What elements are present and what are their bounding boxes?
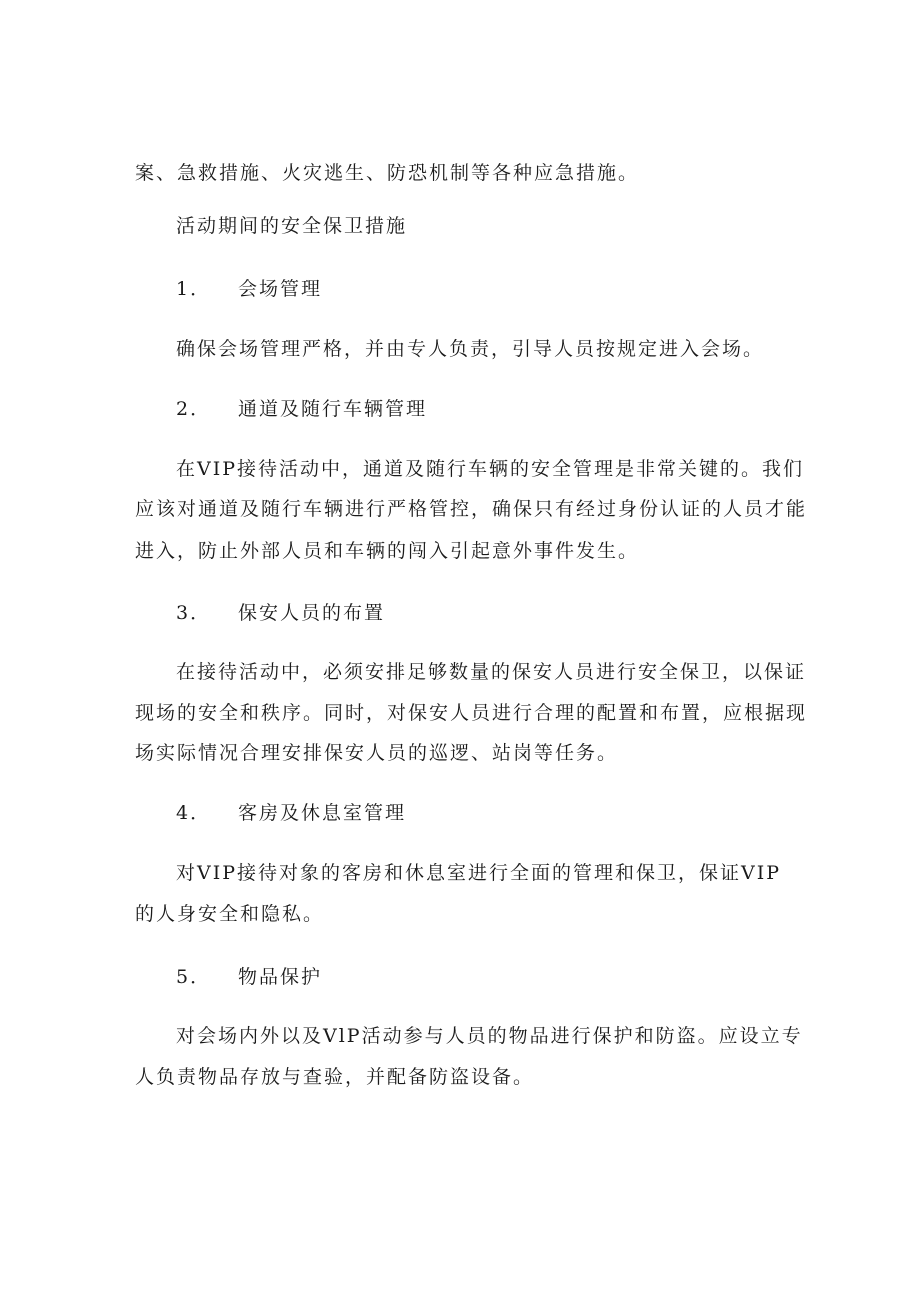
numbered-heading-1 bbox=[176, 276, 322, 302]
section-heading: 活动期间的安全保卫措施 bbox=[176, 215, 408, 237]
heading-title: 物品保护 bbox=[238, 966, 323, 988]
paragraph-line: 进入，防止外部人员和车辆的闯入引起意外事件发生。 bbox=[135, 540, 640, 562]
paragraph-line: 在VIP接待活动中，通道及随行车辆的安全管理是非常关键的。我们 bbox=[176, 458, 805, 480]
heading-number: 5． bbox=[176, 966, 212, 988]
paragraph-line: 对会场内外以及VlP活动参与人员的物品进行保护和防盗。应设立专 bbox=[176, 1025, 803, 1047]
paragraph-line: 应该对通道及随行车辆进行严格管控，确保只有经过身份认证的人员才能 bbox=[135, 498, 808, 520]
heading-title: 会场管理 bbox=[238, 278, 323, 300]
paragraph-line: 的人身安全和隐私。 bbox=[135, 903, 325, 925]
numbered-heading-2 bbox=[176, 396, 427, 422]
heading-number: 2． bbox=[176, 398, 212, 420]
paragraph-line: 现场的安全和秩序。同时，对保安人员进行合理的配置和布置，应根据现 bbox=[135, 702, 808, 724]
heading-number: 3． bbox=[176, 602, 212, 624]
numbered-heading-4 bbox=[176, 800, 406, 826]
heading-title: 客房及休息室管理 bbox=[238, 802, 407, 824]
heading-number: 1． bbox=[176, 278, 212, 300]
heading-number: 4． bbox=[176, 802, 212, 824]
heading-title: 通道及随行车辆管理 bbox=[238, 398, 428, 420]
heading-title: 保安人员的布置 bbox=[238, 602, 386, 624]
paragraph-line: 确保会场管理严格，并由专人负责，引导人员按规定进入会场。 bbox=[176, 338, 765, 360]
paragraph-line: 对VIP接待对象的客房和休息室进行全面的管理和保卫，保证VIP bbox=[176, 862, 782, 884]
paragraph-line: 在接待活动中，必须安排足够数量的保安人员进行安全保卫，以保证 bbox=[176, 661, 807, 683]
paragraph-line: 场实际情况合理安排保安人员的巡逻、站岗等任务。 bbox=[135, 742, 619, 764]
paragraph-line: 案、急救措施、火灾逃生、防恐机制等各种应急措施。 bbox=[135, 162, 640, 184]
numbered-heading-3 bbox=[176, 600, 385, 626]
paragraph-line: 人负责物品存放与查验，并配备防盗设备。 bbox=[135, 1066, 535, 1088]
numbered-heading-5 bbox=[176, 964, 322, 990]
